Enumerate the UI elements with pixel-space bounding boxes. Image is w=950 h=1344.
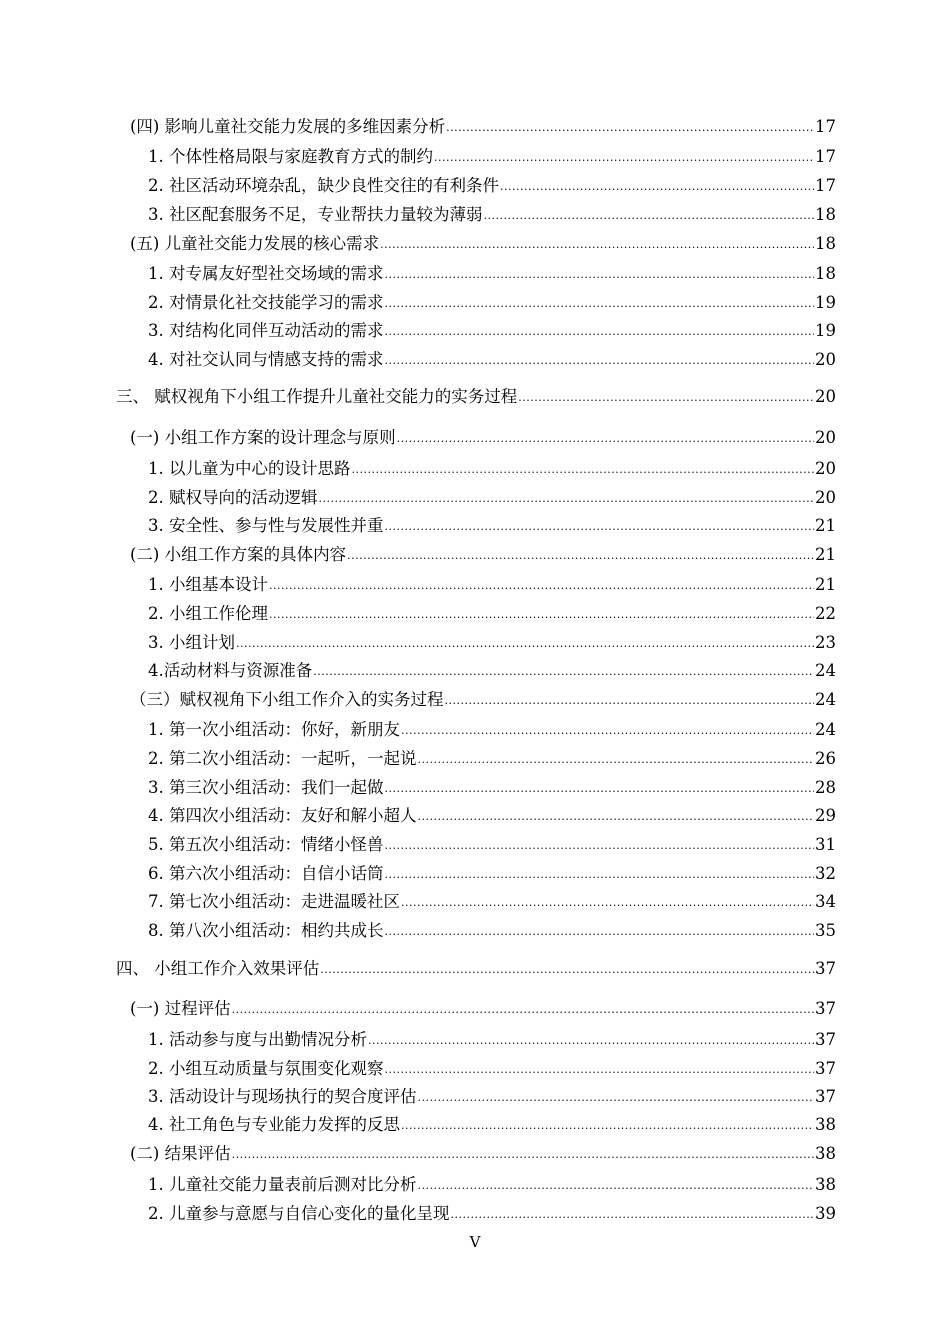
toc-entry[interactable] bbox=[130, 545, 836, 565]
toc-entry-title: 2. 对情景化社交技能学习的需求 bbox=[148, 293, 384, 312]
toc-entry[interactable] bbox=[116, 959, 836, 979]
toc-entry-title: (二) 小组工作方案的具体内容 bbox=[130, 545, 347, 564]
toc-entry[interactable] bbox=[130, 428, 836, 448]
toc-entry-title: 2. 小组工作伦理 bbox=[148, 604, 268, 623]
toc-entry-title: 8. 第八次小组活动：相约共成长 bbox=[148, 921, 384, 940]
toc-entry-page: 17 bbox=[815, 147, 836, 166]
dot-leader bbox=[518, 391, 814, 405]
toc-entry-page: 18 bbox=[815, 205, 836, 224]
dot-leader bbox=[385, 520, 815, 534]
toc-entry-title: 4. 第四次小组活动：友好和解小超人 bbox=[148, 806, 417, 825]
toc-entry[interactable] bbox=[148, 1204, 836, 1224]
dot-leader bbox=[269, 579, 814, 593]
toc-entry-page: 37 bbox=[815, 999, 836, 1018]
toc-entry-page: 37 bbox=[815, 1059, 836, 1078]
toc-entry[interactable] bbox=[148, 806, 836, 826]
toc-entry-title: 1. 活动参与度与出勤情况分析 bbox=[148, 1030, 367, 1049]
toc-entry-title: (一) 小组工作方案的设计理念与原则 bbox=[130, 428, 396, 447]
toc-entry[interactable] bbox=[130, 690, 836, 710]
toc-entry[interactable] bbox=[148, 604, 836, 624]
dot-leader bbox=[446, 121, 814, 135]
toc-entry-page: 20 bbox=[815, 459, 836, 478]
toc-entry[interactable] bbox=[130, 1144, 836, 1164]
toc-entry[interactable] bbox=[148, 661, 836, 681]
toc-entry-page: 20 bbox=[815, 350, 836, 369]
dot-leader bbox=[385, 354, 815, 368]
toc-entry-title: 5. 第五次小组活动：情绪小怪兽 bbox=[148, 835, 384, 854]
toc-entry-page: 37 bbox=[815, 1030, 836, 1049]
toc-entry[interactable] bbox=[148, 749, 836, 769]
dot-leader bbox=[484, 209, 815, 223]
toc-entry-title: 4. 对社交认同与情感支持的需求 bbox=[148, 350, 384, 369]
dot-leader bbox=[385, 839, 815, 853]
dot-leader bbox=[385, 1063, 815, 1077]
toc-entry[interactable] bbox=[148, 176, 836, 196]
toc-entry-page: 24 bbox=[815, 720, 836, 739]
toc-entry-page: 38 bbox=[815, 1175, 836, 1194]
toc-entry[interactable] bbox=[148, 205, 836, 225]
toc-entry-page: 37 bbox=[815, 959, 836, 978]
toc-entry[interactable] bbox=[148, 1030, 836, 1050]
toc-entry-title: 1. 儿童社交能力量表前后测对比分析 bbox=[148, 1175, 417, 1194]
toc-entry-page: 19 bbox=[815, 321, 836, 340]
toc-entry-title: 2. 第二次小组活动：一起听，一起说 bbox=[148, 749, 417, 768]
dot-leader bbox=[319, 492, 815, 506]
page-number: V bbox=[469, 1233, 481, 1251]
toc-entry[interactable] bbox=[148, 921, 836, 941]
toc-entry-page: 20 bbox=[815, 387, 836, 406]
dot-leader bbox=[418, 810, 815, 824]
toc-entry-page: 38 bbox=[815, 1144, 836, 1163]
toc-entry-title: 4. 社工角色与专业能力发挥的反思 bbox=[148, 1115, 400, 1134]
dot-leader bbox=[401, 896, 814, 910]
toc-entry[interactable] bbox=[148, 459, 836, 479]
toc-entry-title: 三、 赋权视角下小组工作提升儿童社交能力的实务过程 bbox=[116, 387, 518, 406]
dot-leader bbox=[352, 463, 815, 477]
dot-leader bbox=[500, 180, 814, 194]
toc-entry-page: 26 bbox=[815, 749, 836, 768]
toc-entry-page: 23 bbox=[815, 633, 836, 652]
dot-leader bbox=[418, 1179, 815, 1193]
dot-leader bbox=[320, 963, 814, 977]
toc-entry-title: 3. 对结构化同伴互动活动的需求 bbox=[148, 321, 384, 340]
toc-entry[interactable] bbox=[148, 575, 836, 595]
toc-entry[interactable] bbox=[148, 350, 836, 370]
toc-entry[interactable] bbox=[148, 1115, 836, 1135]
toc-entry-title: （三）赋权视角下小组工作介入的实务过程 bbox=[130, 690, 444, 709]
toc-entry[interactable] bbox=[148, 321, 836, 341]
toc-entry-title: (二) 结果评估 bbox=[130, 1144, 231, 1163]
toc-entry-page: 24 bbox=[815, 690, 836, 709]
toc-entry[interactable] bbox=[130, 117, 836, 137]
toc-entry-page: 34 bbox=[815, 892, 836, 911]
toc-entry-page: 21 bbox=[815, 516, 836, 535]
dot-leader bbox=[418, 753, 815, 767]
toc-entry[interactable] bbox=[130, 234, 836, 254]
dot-leader bbox=[236, 637, 814, 651]
dot-leader bbox=[232, 1148, 814, 1162]
toc-entry[interactable] bbox=[148, 264, 836, 284]
toc-entry[interactable] bbox=[148, 720, 836, 740]
toc-entry[interactable] bbox=[148, 1059, 836, 1079]
dot-leader bbox=[232, 1003, 814, 1017]
toc-entry[interactable] bbox=[148, 1087, 836, 1107]
toc-entry-title: (四) 影响儿童社交能力发展的多维因素分析 bbox=[130, 117, 446, 136]
toc-entry[interactable] bbox=[148, 864, 836, 884]
toc-entry-page: 17 bbox=[815, 176, 836, 195]
toc-entry-page: 32 bbox=[815, 864, 836, 883]
toc-entry-page: 38 bbox=[815, 1115, 836, 1134]
toc-entry-title: 1. 小组基本设计 bbox=[148, 575, 268, 594]
dot-leader bbox=[385, 325, 815, 339]
toc-entry-page: 31 bbox=[815, 835, 836, 854]
dot-leader bbox=[347, 549, 814, 563]
toc-entry[interactable] bbox=[148, 778, 836, 798]
toc-entry-page: 22 bbox=[815, 604, 836, 623]
dot-leader bbox=[397, 432, 814, 446]
toc-entry-title: 4.活动材料与资源准备 bbox=[148, 661, 313, 680]
dot-leader bbox=[385, 925, 815, 939]
dot-leader bbox=[385, 782, 815, 796]
dot-leader bbox=[368, 1034, 814, 1048]
toc-entry-title: 7. 第七次小组活动：走进温暖社区 bbox=[148, 892, 400, 911]
toc-entry-title: 2. 赋权导向的活动逻辑 bbox=[148, 488, 318, 507]
toc-entry[interactable] bbox=[148, 835, 836, 855]
dot-leader bbox=[445, 694, 815, 708]
toc-entry-title: 3. 活动设计与现场执行的契合度评估 bbox=[148, 1087, 417, 1106]
toc-entry-page: 21 bbox=[815, 575, 836, 594]
toc-entry-title: 四、 小组工作介入效果评估 bbox=[116, 959, 320, 978]
dot-leader bbox=[434, 151, 814, 165]
toc-entry[interactable] bbox=[148, 488, 836, 508]
toc-entry-title: (五) 儿童社交能力发展的核心需求 bbox=[130, 234, 380, 253]
toc-entry-title: (一) 过程评估 bbox=[130, 999, 231, 1018]
dot-leader bbox=[451, 1208, 815, 1222]
toc-entry-title: 2. 小组互动质量与氛围变化观察 bbox=[148, 1059, 384, 1078]
toc-entry[interactable] bbox=[148, 633, 836, 653]
toc-entry-page: 29 bbox=[815, 806, 836, 825]
toc-entry[interactable] bbox=[148, 293, 836, 313]
toc-entry[interactable] bbox=[116, 387, 836, 407]
toc-entry-title: 2. 儿童参与意愿与自信心变化的量化呈现 bbox=[148, 1204, 450, 1223]
dot-leader bbox=[418, 1091, 815, 1105]
dot-leader bbox=[385, 868, 815, 882]
dot-leader bbox=[380, 238, 814, 252]
toc-entry[interactable] bbox=[130, 999, 836, 1019]
toc-entry-page: 20 bbox=[815, 428, 836, 447]
toc-entry-page: 37 bbox=[815, 1087, 836, 1106]
toc-entry[interactable] bbox=[148, 147, 836, 167]
toc-entry-page: 18 bbox=[815, 264, 836, 283]
toc-entry-page: 28 bbox=[815, 778, 836, 797]
toc-entry[interactable] bbox=[148, 1175, 836, 1195]
toc-entry-title: 3. 第三次小组活动：我们一起做 bbox=[148, 778, 384, 797]
dot-leader bbox=[401, 1119, 814, 1133]
toc-entry-page: 20 bbox=[815, 488, 836, 507]
toc-entry-title: 1. 第一次小组活动：你好，新朋友 bbox=[148, 720, 400, 739]
dot-leader bbox=[401, 724, 814, 738]
toc-entry-title: 3. 社区配套服务不足，专业帮扶力量较为薄弱 bbox=[148, 205, 483, 224]
toc-entry[interactable] bbox=[148, 892, 836, 912]
dot-leader bbox=[269, 608, 814, 622]
toc-entry-title: 1. 以儿童为中心的设计思路 bbox=[148, 459, 351, 478]
toc-entry-page: 19 bbox=[815, 293, 836, 312]
toc-entry-page: 21 bbox=[815, 545, 836, 564]
toc-entry-page: 17 bbox=[815, 117, 836, 136]
toc-entry-title: 3. 安全性、参与性与发展性并重 bbox=[148, 516, 384, 535]
toc-entry-page: 18 bbox=[815, 234, 836, 253]
dot-leader bbox=[385, 297, 815, 311]
toc-entry-page: 35 bbox=[815, 921, 836, 940]
toc-entry-title: 1. 个体性格局限与家庭教育方式的制约 bbox=[148, 147, 433, 166]
toc-entry-title: 3. 小组计划 bbox=[148, 633, 235, 652]
toc-entry-title: 2. 社区活动环境杂乱，缺少良性交往的有利条件 bbox=[148, 176, 499, 195]
toc-entry-title: 1. 对专属友好型社交场域的需求 bbox=[148, 264, 384, 283]
dot-leader bbox=[313, 665, 814, 679]
dot-leader bbox=[385, 268, 815, 282]
toc-entry-title: 6. 第六次小组活动：自信小话筒 bbox=[148, 864, 384, 883]
toc-entry-page: 24 bbox=[815, 661, 836, 680]
toc-entry[interactable] bbox=[148, 516, 836, 536]
toc-entry-page: 39 bbox=[815, 1204, 836, 1223]
